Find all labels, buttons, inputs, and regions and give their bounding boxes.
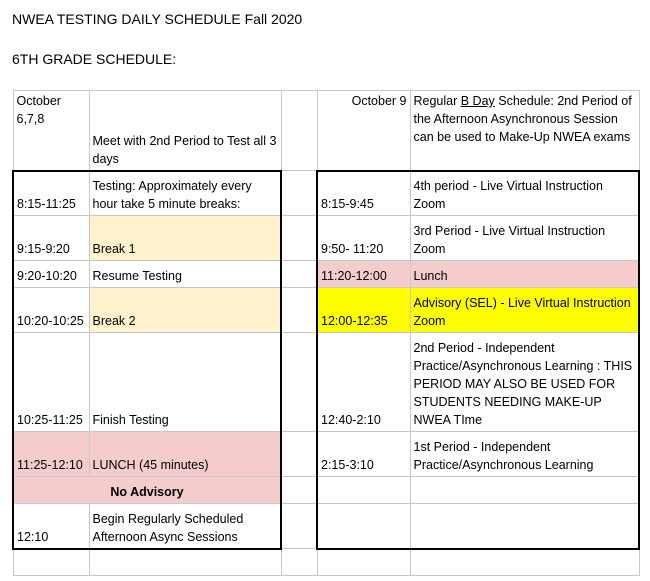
- left-activity: Testing: Approximately every hour take 5 minute breaks:: [89, 171, 281, 216]
- left-activity: Begin Regularly Scheduled Afternoon Async Sessions: [89, 504, 281, 549]
- page-title: NWEA TESTING DAILY SCHEDULE Fall 2020: [12, 11, 303, 27]
- left-date: October 6,7,8: [13, 91, 89, 171]
- left-note: Meet with 2nd Period to Test all 3 days: [89, 91, 281, 171]
- right-activity: 2nd Period - Independent Practice/Asynchronous Learning : THIS PERIOD MAY ALSO BE USED FOR STUDENTS NEEDING MAKE-UP NWEA TIme: [410, 333, 639, 432]
- right-time: 12:00-12:35: [317, 288, 410, 333]
- no-advisory-banner: No Advisory: [13, 477, 281, 504]
- table-row: [13, 261, 639, 288]
- right-activity: [410, 504, 639, 549]
- right-activity: 3rd Period - Live Virtual Instruction Zoom: [410, 216, 639, 261]
- left-time: 8:15-11:25: [13, 171, 89, 216]
- spacer-cell: [281, 91, 317, 171]
- right-activity: Lunch: [410, 261, 639, 288]
- spacer-cell: [281, 261, 317, 288]
- right-time: [317, 477, 410, 504]
- empty-row: [13, 549, 639, 576]
- right-activity: 1st Period - Independent Practice/Asynchronous Learning: [410, 432, 639, 477]
- left-activity: Break 2: [89, 288, 281, 333]
- schedule-table: [12, 90, 640, 576]
- left-time: 9:20-10:20: [13, 261, 89, 288]
- spacer-cell: [281, 504, 317, 549]
- empty-cell: [13, 549, 89, 576]
- spacer-cell: [281, 288, 317, 333]
- left-activity: Break 1: [89, 216, 281, 261]
- spacer-cell: [281, 477, 317, 504]
- right-time: 11:20-12:00: [317, 261, 410, 288]
- table-row: [13, 288, 639, 333]
- table-row: [13, 477, 639, 504]
- spacer-cell: [281, 432, 317, 477]
- left-time: 9:15-9:20: [13, 216, 89, 261]
- right-time: 12:40-2:10: [317, 333, 410, 432]
- empty-cell: [89, 549, 281, 576]
- right-date: October 9: [317, 91, 410, 171]
- empty-cell: [317, 549, 410, 576]
- right-time: 8:15-9:45: [317, 171, 410, 216]
- header-row: [13, 91, 639, 171]
- left-time: 10:20-10:25: [13, 288, 89, 333]
- table-row: [13, 432, 639, 477]
- left-time: 11:25-12:10: [13, 432, 89, 477]
- left-activity: Finish Testing: [89, 333, 281, 432]
- right-activity: Advisory (SEL) - Live Virtual Instruction Zoom: [410, 288, 639, 333]
- left-activity: Resume Testing: [89, 261, 281, 288]
- left-time: 12:10: [13, 504, 89, 549]
- right-note: Regular B Day Schedule: 2nd Period of the Afternoon Asynchronous Session can be used to Make-Up NWEA exams: [410, 91, 639, 171]
- spacer-cell: [281, 171, 317, 216]
- right-activity: [410, 477, 639, 504]
- right-time: [317, 504, 410, 549]
- right-time: 2:15-3:10: [317, 432, 410, 477]
- table-row: [13, 216, 639, 261]
- table-row: [13, 504, 639, 549]
- spacer-cell: [281, 216, 317, 261]
- empty-cell: [410, 549, 639, 576]
- right-activity: 4th period - Live Virtual Instruction Zoom: [410, 171, 639, 216]
- empty-cell: [281, 549, 317, 576]
- table-row: [13, 333, 639, 432]
- right-time: 9:50- 11:20: [317, 216, 410, 261]
- spacer-cell: [281, 333, 317, 432]
- page-subtitle: 6TH GRADE SCHEDULE:: [12, 51, 177, 67]
- left-time: 10:25-11:25: [13, 333, 89, 432]
- left-activity: LUNCH (45 minutes): [89, 432, 281, 477]
- table-row: [13, 171, 639, 216]
